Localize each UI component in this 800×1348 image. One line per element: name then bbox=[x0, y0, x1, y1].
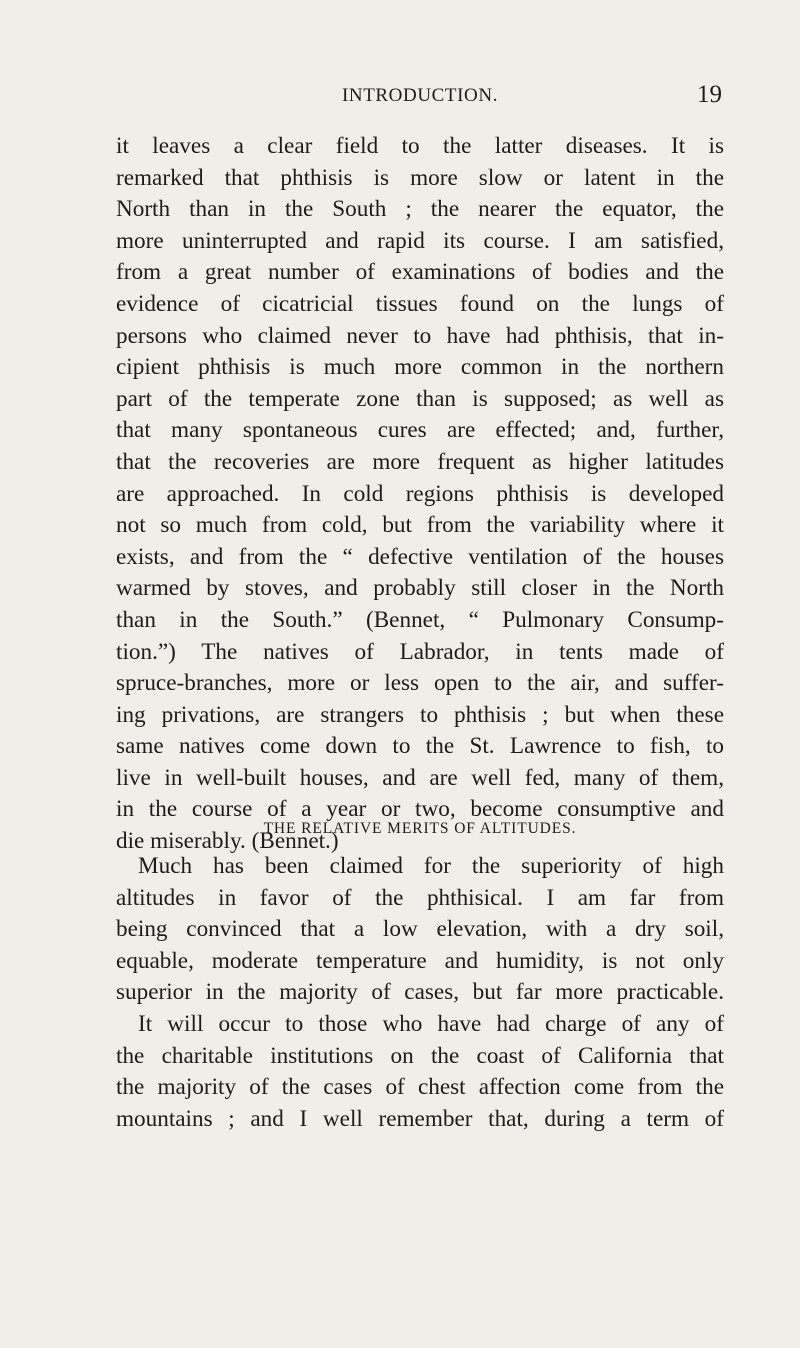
page-number: 19 bbox=[697, 81, 722, 108]
text-line: equable, moderate temperature and humidity, is not only bbox=[116, 947, 724, 974]
text-line: in the course of a year or two, become consumptive and bbox=[116, 796, 724, 823]
text-line: tion.”) The natives of Labrador, in tents made of bbox=[116, 638, 724, 665]
text-line: the majority of the cases of chest affection come from the bbox=[116, 1074, 724, 1101]
text-line: persons who claimed never to have had phthisis, that in- bbox=[116, 322, 724, 349]
section-heading: THE RELATIVE MERITS OF ALTITUDES. bbox=[263, 820, 577, 837]
text-line: more uninterrupted and rapid its course. I am satisfied, bbox=[116, 227, 724, 254]
text-line: Much has been claimed for the superiority of high bbox=[138, 853, 724, 879]
text-line: being convinced that a low elevation, with a dry soil, bbox=[116, 916, 724, 943]
text-line: die miserably. (Bennet.) bbox=[116, 828, 339, 855]
text-line: part of the temperate zone than is supposed; as well as bbox=[116, 385, 724, 412]
text-line: altitudes in favor of the phthisical. I am far from bbox=[116, 884, 724, 911]
text-line: from a great number of examinations of bodies and the bbox=[116, 259, 724, 286]
paragraph-latitude-phthisis bbox=[116, 131, 724, 858]
text-line: exists, and from the “ defective ventilation of the houses bbox=[116, 543, 724, 570]
text-line: warmed by stoves, and probably still closer in the North bbox=[116, 575, 724, 602]
text-line: not so much from cold, but from the variability where it bbox=[116, 512, 724, 539]
text-line: ing privations, are strangers to phthisis ; but when these bbox=[116, 701, 724, 728]
text-line: it leaves a clear field to the latter diseases. It is bbox=[116, 133, 724, 159]
text-line: superior in the majority of cases, but far more practicable. bbox=[116, 979, 724, 1006]
text-line: than in the South.” (Bennet, “ Pulmonary Consump- bbox=[116, 606, 724, 633]
running-title: INTRODUCTION. bbox=[341, 85, 499, 106]
text-line: that the recoveries are more frequent as higher latitudes bbox=[116, 448, 724, 475]
text-line: are approached. In cold regions phthisis is developed bbox=[116, 480, 724, 507]
text-line: the charitable institutions on the coast of California that bbox=[116, 1042, 724, 1069]
text-line: spruce-branches, more or less open to the air, and suffer- bbox=[116, 670, 724, 697]
text-line: same natives come down to the St. Lawrence to fish, to bbox=[116, 733, 724, 760]
paragraph-altitudes bbox=[116, 851, 724, 1135]
text-line: remarked that phthisis is more slow or latent in the bbox=[116, 164, 724, 191]
text-line: that many spontaneous cures are effected; and, further, bbox=[116, 417, 724, 444]
text-line: cipient phthisis is much more common in the northern bbox=[116, 354, 724, 381]
text-line: evidence of cicatricial tissues found on the lungs of bbox=[116, 290, 724, 317]
text-line: North than in the South ; the nearer the equator, the bbox=[116, 196, 724, 223]
text-line: It will occur to those who have had charge of any of bbox=[138, 1010, 724, 1037]
text-line: mountains ; and I well remember that, during a term of bbox=[116, 1105, 724, 1132]
text-line: live in well-built houses, and are well fed, many of them, bbox=[116, 764, 724, 791]
running-head bbox=[118, 82, 722, 110]
